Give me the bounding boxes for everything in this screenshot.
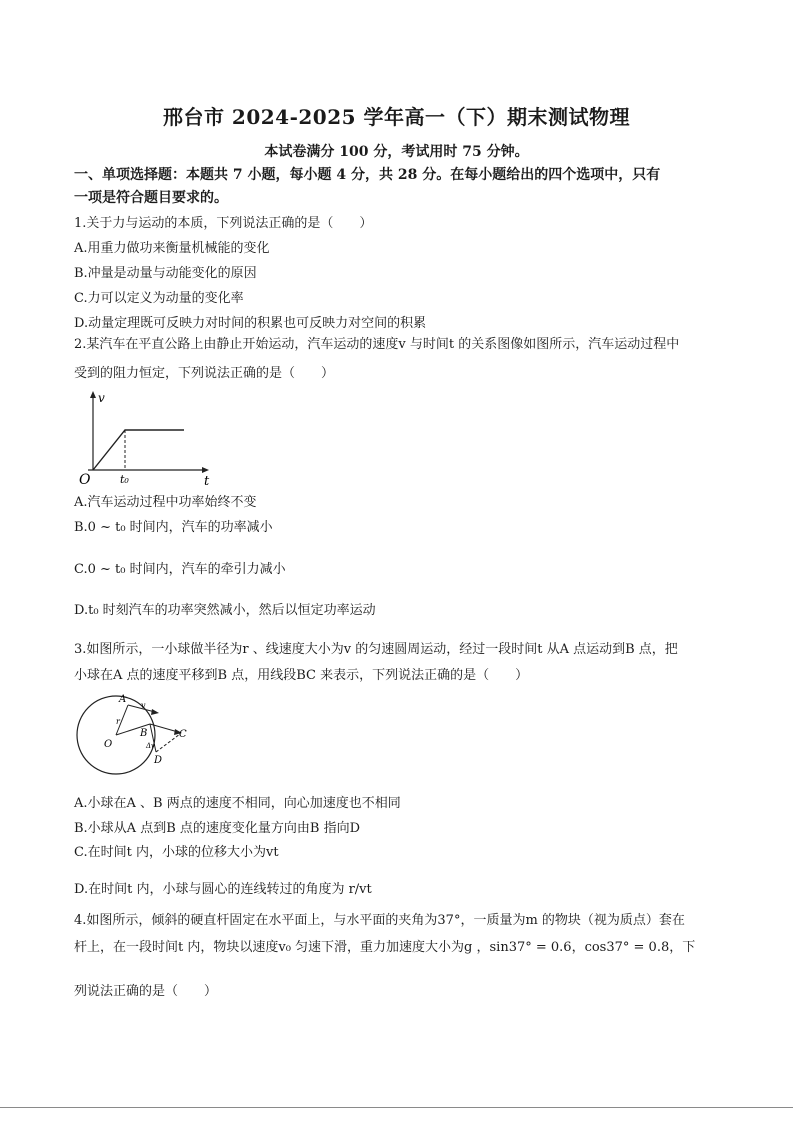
q2-option-c: C.0 ~ t₀ 时间内，汽车的牵引力减小 <box>74 562 286 577</box>
delta-v-label: Δv <box>146 742 156 750</box>
q1-option-a: A.用重力做功来衡量机械能的变化 <box>74 241 270 256</box>
page-title: 邢台市 2024-2025 学年高一（下）期末测试物理 <box>162 105 631 129</box>
q1-option-d: D.动量定理既可反映力对时间的积累也可反映力对空间的积累 <box>74 316 427 331</box>
point-A-label: A <box>119 694 127 705</box>
speed-v-label: v <box>141 701 146 710</box>
q1-stem: 1.关于力与运动的本质，下列说法正确的是（ ） <box>74 216 373 231</box>
v-axis-arrow <box>90 391 96 398</box>
q2-option-b: B.0 ~ t₀ 时间内，汽车的功率减小 <box>74 520 273 535</box>
q3-stem-line1: 3.如图所示，一小球做半径为r 、线速度大小为v 的匀速圆周运动，经过一段时间t 从A 点运动到B 点，把 <box>74 642 678 657</box>
q3-circular-motion-figure <box>70 690 200 780</box>
q3-option-a: A.小球在A 、B 两点的速度不相同，向心加速度也不相同 <box>74 796 401 811</box>
q4-stem-line2: 杆上，在一段时间t 内，物块以速度v₀ 匀速下滑，重力加速度大小为g ，sin37° = 0.6，cos37° = 0.8，下 <box>74 940 696 955</box>
section-heading-line2: 一项是符合题目要求的。 <box>74 190 228 206</box>
q2-stem-line2: 受到的阻力恒定，下列说法正确的是（ ） <box>74 366 335 381</box>
velocity-at-A-arrow <box>151 709 159 715</box>
center-O-label: O <box>104 739 113 750</box>
q3-option-d: D.在时间t 内，小球与圆心的连线转过的角度为 r/vt <box>74 882 372 897</box>
q3-option-b: B.小球从A 点到B 点的速度变化量方向由B 指向D <box>74 821 361 836</box>
velocity-curve <box>93 430 184 470</box>
q2-stem-line1: 2.某汽车在平直公路上由静止开始运动，汽车运动的速度v 与时间t 的关系图像如图所示，汽车运动过程中 <box>74 337 680 352</box>
t-axis-arrow <box>202 467 209 473</box>
radius-r-label: r <box>116 717 120 726</box>
t0-tick-label: t₀ <box>120 473 129 486</box>
q4-stem-line1: 4.如图所示，倾斜的硬直杆固定在水平面上，与水平面的夹角为37°，一质量为m 的物块（视为质点）套在 <box>74 913 685 928</box>
v-axis-label: v <box>98 391 105 405</box>
q2-velocity-time-graph <box>76 388 226 490</box>
point-C-label: C <box>179 729 187 740</box>
q3-stem-line2: 小球在A 点的速度平移到B 点，用线段BC 来表示，下列说法正确的是（ ） <box>74 668 529 683</box>
point-B-label: B <box>140 728 148 739</box>
segment-DC-dashed <box>156 734 180 752</box>
section-heading-line1: 一、单项选择题：本题共 7 小题，每小题 4 分，共 28 分。在每小题给出的四个选项中，只有 <box>74 167 661 183</box>
q3-option-c: C.在时间t 内，小球的位移大小为vt <box>74 845 279 860</box>
page-bottom-divider <box>0 1107 793 1108</box>
q2-option-a: A.汽车运动过程中功率始终不变 <box>74 495 257 510</box>
origin-label: O <box>79 472 91 488</box>
exam-info: 本试卷满分 100 分，考试用时 75 分钟。 <box>264 144 529 160</box>
q4-stem-line3: 列说法正确的是（ ） <box>74 984 218 999</box>
point-D-label: D <box>154 755 163 766</box>
q1-option-b: B.冲量是动量与动能变化的原因 <box>74 266 257 281</box>
q2-option-d: D.t₀ 时刻汽车的功率突然减小，然后以恒定功率运动 <box>74 603 376 618</box>
t-axis-label: t <box>204 474 210 489</box>
q1-option-c: C.力可以定义为动量的变化率 <box>74 291 244 306</box>
